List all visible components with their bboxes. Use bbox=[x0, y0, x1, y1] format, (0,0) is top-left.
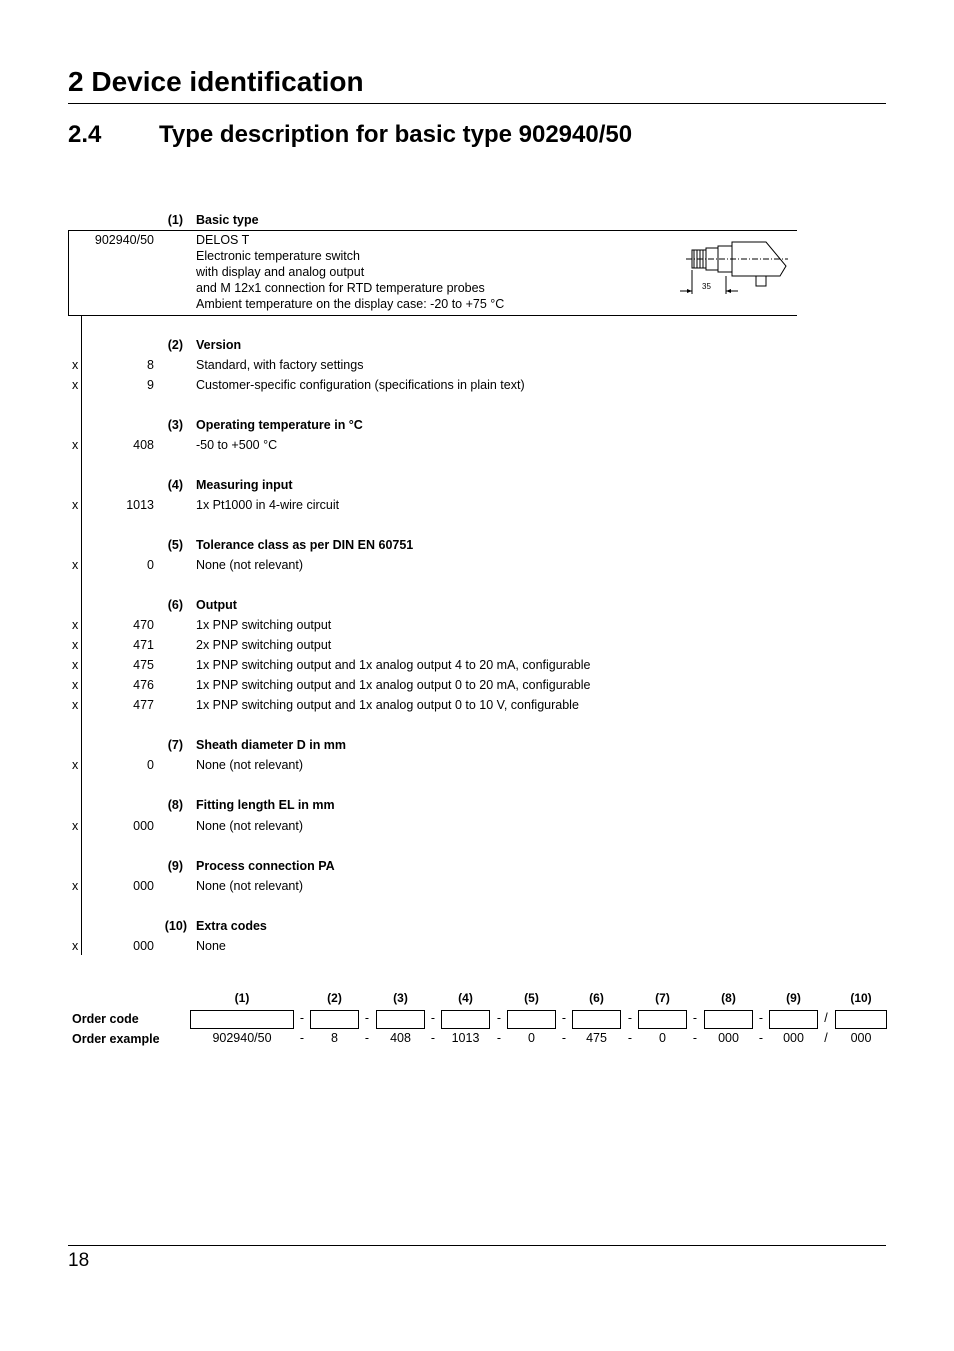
order-example-value: 8 bbox=[331, 1031, 338, 1045]
option-description: 1x PNP switching output and 1x analog output 4 to 20 mA, configurable bbox=[196, 658, 591, 672]
option-code: 1013 bbox=[126, 498, 154, 512]
group-heading: Operating temperature in °C bbox=[196, 418, 363, 432]
chapter-rule bbox=[68, 103, 886, 104]
option-description: None (not relevant) bbox=[196, 558, 304, 572]
basic-type-code: 902940/50 bbox=[94, 233, 154, 247]
order-code-label: Order code bbox=[72, 1012, 139, 1026]
group-number: (3) bbox=[167, 418, 183, 432]
order-code-separator: - bbox=[758, 1011, 764, 1025]
option-code: 470 bbox=[133, 618, 154, 632]
group-heading: Output bbox=[196, 598, 237, 612]
option-mark: x bbox=[72, 658, 79, 672]
option-description: 2x PNP switching output bbox=[196, 638, 332, 652]
basic-type-top-rule bbox=[68, 230, 797, 231]
option-code: 9 bbox=[147, 378, 154, 392]
option-mark: x bbox=[72, 939, 79, 953]
order-code-separator: - bbox=[561, 1011, 567, 1025]
basic-type-line: and M 12x1 connection for RTD temperature probes bbox=[196, 281, 485, 295]
section-title: Type description for basic type 902940/50 bbox=[159, 121, 633, 148]
order-header: (9) bbox=[786, 991, 801, 1005]
group-number: (8) bbox=[167, 798, 183, 812]
option-mark: x bbox=[72, 378, 79, 392]
order-code-separator: - bbox=[299, 1011, 305, 1025]
option-description: 1x PNP switching output bbox=[196, 618, 332, 632]
order-example-separator: - bbox=[758, 1031, 764, 1045]
group-number: (2) bbox=[167, 338, 183, 352]
order-example-value: 0 bbox=[659, 1031, 666, 1045]
order-example-separator: - bbox=[430, 1031, 436, 1045]
option-code: 477 bbox=[133, 698, 154, 712]
option-code: 475 bbox=[133, 658, 154, 672]
order-example-value: 902940/50 bbox=[212, 1031, 272, 1045]
order-code-field-8[interactable] bbox=[704, 1010, 753, 1029]
basic-type-bottom-rule bbox=[68, 315, 797, 316]
order-example-value: 000 bbox=[850, 1031, 872, 1045]
order-example-separator: - bbox=[627, 1031, 633, 1045]
order-example-separator: - bbox=[561, 1031, 567, 1045]
group-heading: Sheath diameter D in mm bbox=[196, 738, 347, 752]
option-code: 0 bbox=[147, 758, 154, 772]
basic-type-line: DELOS T bbox=[196, 233, 250, 247]
option-description: None (not relevant) bbox=[196, 758, 304, 772]
order-code-field-4[interactable] bbox=[441, 1010, 490, 1029]
basic-type-line: Electronic temperature switch bbox=[196, 249, 360, 263]
group-heading: Measuring input bbox=[196, 478, 293, 492]
option-mark: x bbox=[72, 638, 79, 652]
order-code-field-5[interactable] bbox=[507, 1010, 556, 1029]
group-heading: Extra codes bbox=[196, 919, 267, 933]
option-mark: x bbox=[72, 558, 79, 572]
group-heading: Fitting length EL in mm bbox=[196, 798, 335, 812]
basic-type-heading: Basic type bbox=[196, 213, 259, 227]
order-header: (6) bbox=[589, 991, 604, 1005]
order-example-value: 475 bbox=[586, 1031, 607, 1045]
order-code-separator: - bbox=[627, 1011, 633, 1025]
order-example-value: 000 bbox=[718, 1031, 739, 1045]
order-header: (4) bbox=[458, 991, 473, 1005]
group-heading: Version bbox=[196, 338, 242, 352]
group-number: (6) bbox=[167, 598, 183, 612]
order-code-field-10[interactable] bbox=[835, 1010, 887, 1029]
option-description: 1x PNP switching output and 1x analog output 0 to 10 V, configurable bbox=[196, 698, 579, 712]
group-number: (9) bbox=[167, 859, 183, 873]
option-mark: x bbox=[72, 819, 79, 833]
drawing-dimension: 35 bbox=[702, 282, 711, 291]
order-code-field-2[interactable] bbox=[310, 1010, 359, 1029]
group-number: (7) bbox=[167, 738, 183, 752]
order-example-separator: - bbox=[496, 1031, 502, 1045]
order-example-label: Order example bbox=[72, 1032, 160, 1046]
order-example-value: 0 bbox=[528, 1031, 535, 1045]
basic-type-number: (1) bbox=[167, 213, 183, 227]
order-header: (8) bbox=[721, 991, 736, 1005]
option-description: -50 to +500 °C bbox=[196, 438, 278, 452]
option-code: 471 bbox=[133, 638, 154, 652]
order-example-value: 000 bbox=[783, 1031, 804, 1045]
order-code-field-9[interactable] bbox=[769, 1010, 818, 1029]
option-description: None bbox=[196, 939, 226, 953]
option-mark: x bbox=[72, 358, 79, 372]
option-code: 000 bbox=[133, 939, 154, 953]
group-heading: Tolerance class as per DIN EN 60751 bbox=[196, 538, 414, 552]
option-mark: x bbox=[72, 698, 79, 712]
order-header: (2) bbox=[327, 991, 342, 1005]
option-description: 1x PNP switching output and 1x analog output 0 to 20 mA, configurable bbox=[196, 678, 591, 692]
order-code-separator: / bbox=[824, 1011, 828, 1025]
group-heading: Process connection PA bbox=[196, 859, 335, 873]
order-header: (1) bbox=[234, 991, 250, 1005]
order-code-field-6[interactable] bbox=[572, 1010, 621, 1029]
options-left-rule bbox=[81, 315, 82, 955]
option-mark: x bbox=[72, 678, 79, 692]
group-number: (4) bbox=[167, 478, 183, 492]
section-number: 2.4 bbox=[68, 121, 102, 148]
device-drawing bbox=[676, 236, 792, 296]
option-code: 8 bbox=[147, 358, 154, 372]
option-mark: x bbox=[72, 498, 79, 512]
option-description: 1x Pt1000 in 4-wire circuit bbox=[196, 498, 340, 512]
order-code-field-7[interactable] bbox=[638, 1010, 687, 1029]
option-code: 000 bbox=[133, 879, 154, 893]
page-number: 18 bbox=[68, 1250, 90, 1271]
order-example-value: 408 bbox=[390, 1031, 411, 1045]
chapter-title: 2 Device identification bbox=[68, 66, 364, 97]
option-code: 476 bbox=[133, 678, 154, 692]
option-description: None (not relevant) bbox=[196, 879, 304, 893]
group-number: (10) bbox=[164, 919, 187, 933]
order-code-field-1[interactable] bbox=[190, 1010, 294, 1029]
option-description: Customer-specific configuration (specifications in plain text) bbox=[196, 378, 525, 392]
order-example-separator: - bbox=[299, 1031, 305, 1045]
order-header: (5) bbox=[524, 991, 539, 1005]
option-code: 0 bbox=[147, 558, 154, 572]
order-code-separator: - bbox=[496, 1011, 502, 1025]
order-header: (7) bbox=[655, 991, 670, 1005]
order-example-value: 1013 bbox=[451, 1031, 480, 1045]
option-code: 408 bbox=[133, 438, 154, 452]
option-mark: x bbox=[72, 618, 79, 632]
option-mark: x bbox=[72, 758, 79, 772]
option-mark: x bbox=[72, 879, 79, 893]
footer-rule bbox=[68, 1245, 886, 1246]
option-mark: x bbox=[72, 438, 79, 452]
order-example-separator: - bbox=[692, 1031, 698, 1045]
order-header: (3) bbox=[393, 991, 408, 1005]
basic-type-line: Ambient temperature on the display case: -20 to +75 °C bbox=[196, 297, 505, 311]
order-code-separator: - bbox=[364, 1011, 370, 1025]
order-code-separator: - bbox=[692, 1011, 698, 1025]
order-header: (10) bbox=[850, 991, 872, 1005]
group-number: (5) bbox=[167, 538, 183, 552]
order-example-separator: - bbox=[364, 1031, 370, 1045]
order-example-separator: / bbox=[824, 1031, 828, 1045]
option-description: None (not relevant) bbox=[196, 819, 304, 833]
order-code-separator: - bbox=[430, 1011, 436, 1025]
option-description: Standard, with factory settings bbox=[196, 358, 364, 372]
order-code-field-3[interactable] bbox=[376, 1010, 425, 1029]
option-code: 000 bbox=[133, 819, 154, 833]
basic-type-line: with display and analog output bbox=[196, 265, 365, 279]
